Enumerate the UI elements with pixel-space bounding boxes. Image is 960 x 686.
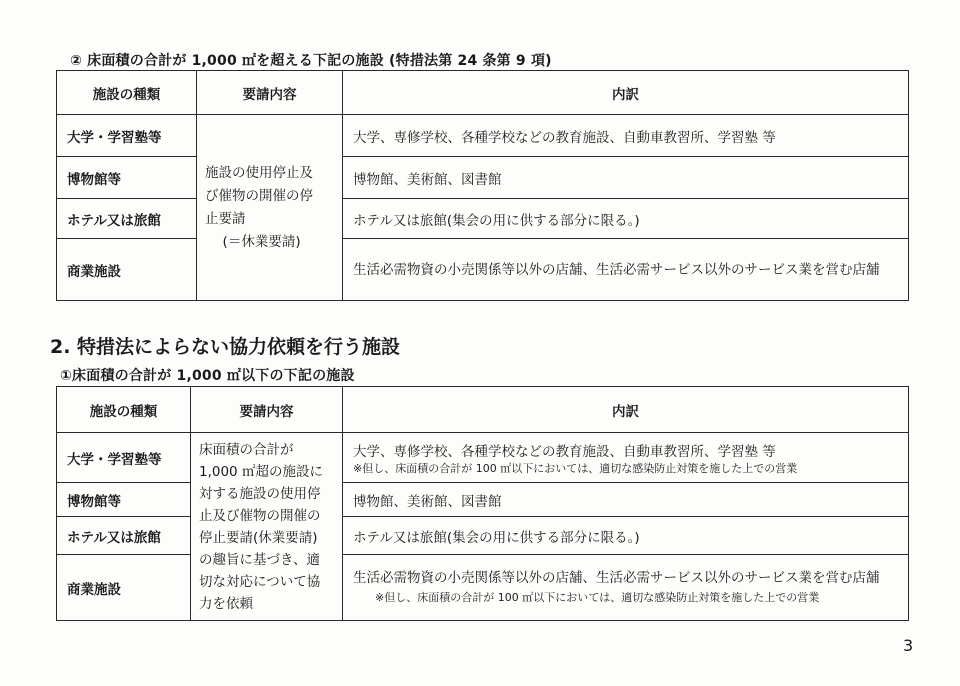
breakdown-cell: ホテル又は旅館(集会の用に供する部分に限る。) <box>343 517 909 555</box>
request-cell <box>197 115 343 301</box>
section2-caption: ①床面積の合計が 1,000 ㎡以下の下記の施設 <box>60 368 355 384</box>
request-line: 1,000 ㎡超の施設に <box>199 463 323 480</box>
breakdown-cell <box>343 555 909 621</box>
breakdown-cell: 博物館、美術館、図書館 <box>343 157 909 199</box>
breakdown-note: ※但し、床面積の合計が 100 ㎡以下においては、適切な感染防止対策を施した上での営業 <box>353 461 798 475</box>
facility-type-cell: ホテル又は旅館 <box>57 199 197 239</box>
request-line: 対する施設の使用停 <box>199 485 321 502</box>
facility-type-cell: 博物館等 <box>57 483 191 517</box>
request-line: 切な対応について協 <box>199 573 321 590</box>
facility-type-cell: 商業施設 <box>57 555 191 621</box>
facility-type-cell: 商業施設 <box>57 239 197 301</box>
facility-type-cell: 大学・学習塾等 <box>57 433 191 483</box>
table-header-row <box>57 387 909 433</box>
header-facility-type: 施設の種類 <box>57 71 197 115</box>
request-line: 止及び催物の開催の <box>199 507 321 524</box>
table-row <box>57 239 909 301</box>
facility-type-cell: 大学・学習塾等 <box>57 115 197 157</box>
section1-table <box>56 70 909 301</box>
table-row <box>57 199 909 239</box>
breakdown-text: 生活必需物資の小売関係等以外の店舗、生活必需サービス以外のサービス業を営む店舗 <box>353 569 880 586</box>
facility-type-cell: 博物館等 <box>57 157 197 199</box>
header-request: 要請内容 <box>197 71 343 115</box>
request-line: の趣旨に基づき、適 <box>199 551 320 568</box>
request-line: (＝休業要請) <box>222 233 301 250</box>
request-line: 停止要請(休業要請) <box>199 529 318 546</box>
section2-table <box>56 386 909 621</box>
section1-caption: ② 床面積の合計が 1,000 ㎡を超える下記の施設 (特措法第 24 条第 9 項) <box>70 53 552 69</box>
header-request: 要請内容 <box>191 387 343 433</box>
request-line: び催物の開催の停 <box>205 187 313 204</box>
request-line: 力を依頼 <box>199 595 253 612</box>
breakdown-note: ※但し、床面積の合計が 100 ㎡以下においては、適切な感染防止対策を施した上での営業 <box>375 590 820 604</box>
breakdown-cell <box>343 433 909 483</box>
table-row <box>57 555 909 621</box>
breakdown-cell: 生活必需物資の小売関係等以外の店舗、生活必需サービス以外のサービス業を営む店舗 <box>343 239 909 301</box>
breakdown-cell: ホテル又は旅館(集会の用に供する部分に限る。) <box>343 199 909 239</box>
breakdown-cell: 博物館、美術館、図書館 <box>343 483 909 517</box>
request-line: 止要請 <box>205 210 246 227</box>
breakdown-cell: 大学、専修学校、各種学校などの教育施設、自動車教習所、学習塾 等 <box>343 115 909 157</box>
table-header-row <box>57 71 909 115</box>
header-facility-type: 施設の種類 <box>57 387 191 433</box>
header-breakdown: 内訳 <box>343 387 909 433</box>
breakdown-text: 大学、専修学校、各種学校などの教育施設、自動車教習所、学習塾 等 <box>353 443 776 460</box>
table-row <box>57 115 909 157</box>
facility-type-cell: ホテル又は旅館 <box>57 517 191 555</box>
request-line: 施設の使用停止及 <box>205 164 313 181</box>
page-number: 3 <box>903 636 914 655</box>
request-cell <box>191 433 343 621</box>
table-row <box>57 517 909 555</box>
table-row <box>57 157 909 199</box>
table-row <box>57 483 909 517</box>
request-line: 床面積の合計が <box>199 441 294 458</box>
table-row <box>57 433 909 483</box>
section2-heading: 2. 特措法によらない協力依頼を行う施設 <box>50 336 401 358</box>
header-breakdown: 内訳 <box>343 71 909 115</box>
